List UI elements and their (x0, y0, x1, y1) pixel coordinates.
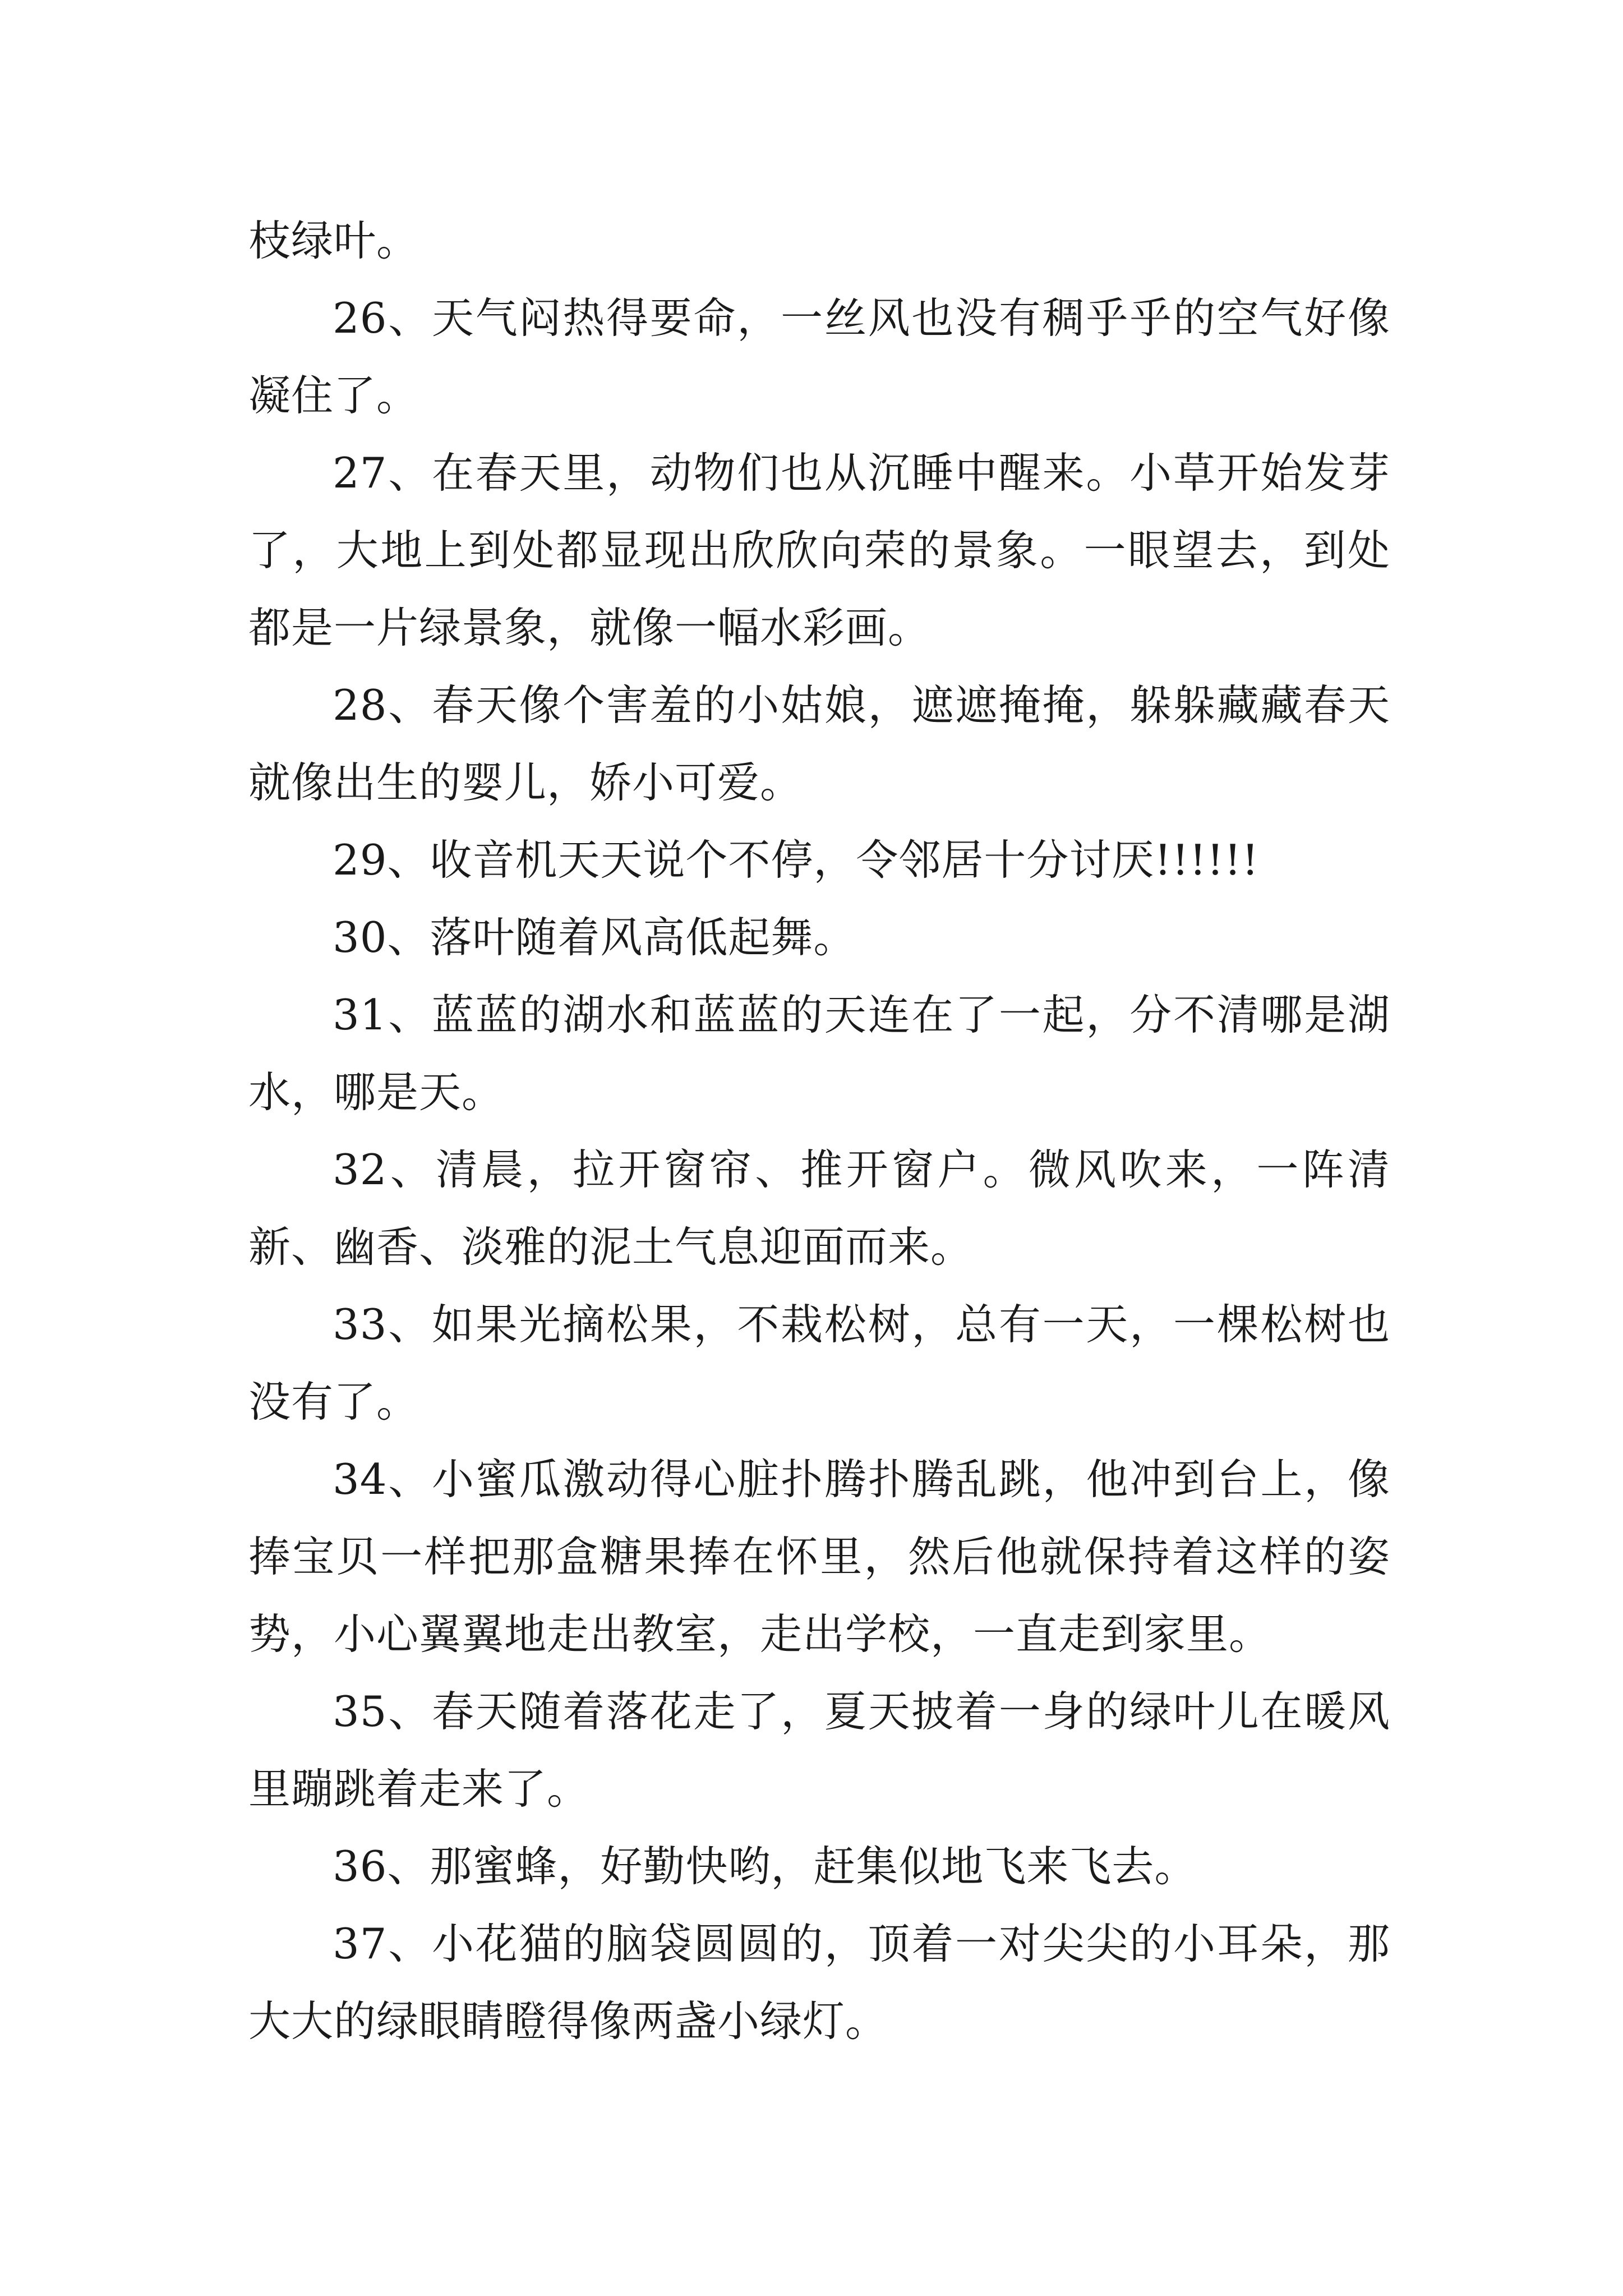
paragraph-32: 32、清晨，拉开窗帘、推开窗户。微风吹来，一阵清新、幽香、淡雅的泥土气息迎面而来。 (248, 1145, 1390, 1272)
paragraph-29: 29、收音机天天说个不停，令邻居十分讨厌!!!!!! (333, 835, 1260, 885)
paragraph-37: 37、小花猫的脑袋圆圆的，顶着一对尖尖的小耳朵，那大大的绿眼睛瞪得像两盏小绿灯。 (248, 1919, 1390, 2046)
paragraph-31: 31、蓝蓝的湖水和蓝蓝的天连在了一起，分不清哪是湖水，哪是天。 (248, 990, 1390, 1117)
paragraph-33: 33、如果光摘松果，不栽松树，总有一天，一棵松树也没有了。 (248, 1300, 1390, 1427)
paragraph-28: 28、春天像个害羞的小姑娘，遮遮掩掩，躲躲藏藏春天就像出生的婴儿，娇小可爱。 (248, 680, 1390, 807)
paragraph-continuation: 枝绿叶。 (248, 216, 419, 265)
paragraph-30: 30、落叶随着风高低起舞。 (333, 913, 856, 962)
paragraph-36: 36、那蜜蜂，好勤快哟，赶集似地飞来飞去。 (333, 1842, 1197, 1891)
paragraph-34: 34、小蜜瓜激动得心脏扑腾扑腾乱跳，他冲到台上，像捧宝贝一样把那盒糖果捧在怀里，然后他就保持着这样的姿势，小心翼翼地走出教室，走出学校，一直走到家里。 (248, 1455, 1390, 1659)
paragraph-35: 35、春天随着落花走了，夏天披着一身的绿叶儿在暖风里蹦跳着走来了。 (248, 1687, 1390, 1814)
document-body (248, 202, 1390, 2060)
paragraph-26: 26、天气闷热得要命，一丝风也没有稠乎乎的空气好像凝住了。 (248, 293, 1390, 420)
paragraph-27: 27、在春天里，动物们也从沉睡中醒来。小草开始发芽了，大地上到处都显现出欣欣向荣的景象。一眼望去，到处都是一片绿景象，就像一幅水彩画。 (248, 448, 1390, 652)
